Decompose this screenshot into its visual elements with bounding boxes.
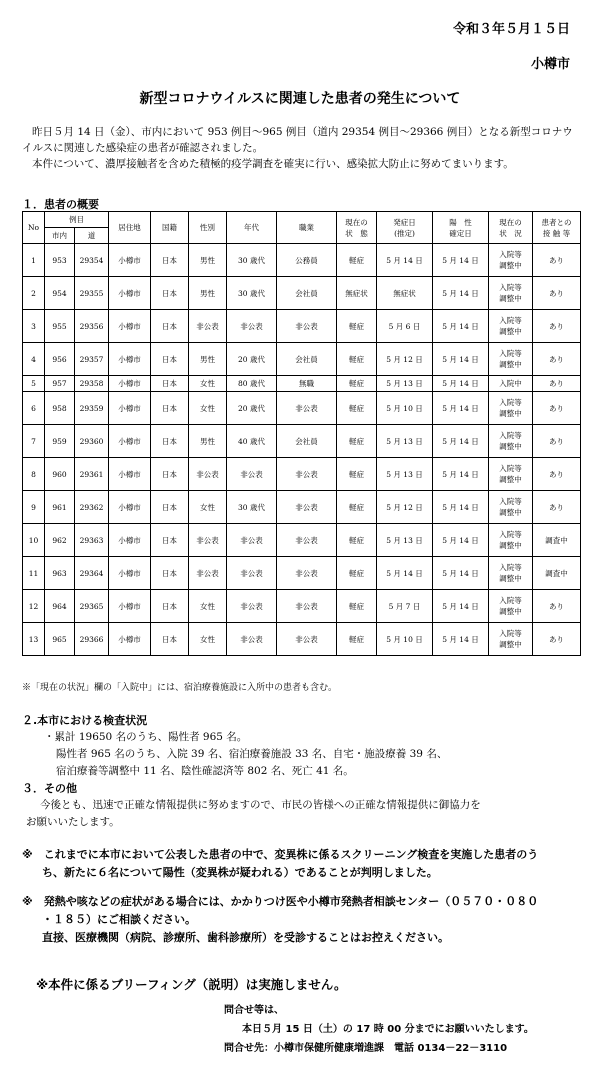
header-case: 例目: [45, 212, 109, 228]
cell-occupation: 非公表: [277, 392, 337, 425]
cell-nationality: 日本: [151, 623, 189, 656]
cell-residence: 小樽市: [109, 244, 151, 277]
cell-residence: 小樽市: [109, 310, 151, 343]
document-date: 令和３年５月１５日: [452, 22, 570, 37]
cell-residence: 小樽市: [109, 524, 151, 557]
cell-nationality: 日本: [151, 590, 189, 623]
cell-occupation: 無職: [277, 376, 337, 392]
cell-contact: あり: [533, 491, 581, 524]
cell-pref-no: 29357: [75, 343, 109, 376]
cell-contact: 調査中: [533, 524, 581, 557]
cell-city-no: 958: [45, 392, 75, 425]
cell-status: 入院等 調整中: [489, 491, 533, 524]
cell-positive: 5 月 14 日: [433, 277, 489, 310]
cell-city-no: 954: [45, 277, 75, 310]
cell-age: 30 歳代: [227, 491, 277, 524]
cell-no: 2: [23, 277, 45, 310]
cell-status: 入院中: [489, 376, 533, 392]
cell-contact: あり: [533, 458, 581, 491]
cell-age: 20 歳代: [227, 392, 277, 425]
table-row: [23, 524, 581, 557]
cell-pref-no: 29362: [75, 491, 109, 524]
table-row: [23, 458, 581, 491]
cell-contact: あり: [533, 244, 581, 277]
cell-positive: 5 月 14 日: [433, 244, 489, 277]
cell-occupation: 非公表: [277, 623, 337, 656]
table-row: [23, 376, 581, 392]
cell-onset: 5 月 14 日: [377, 557, 433, 590]
header-city-no: 市内: [45, 228, 75, 244]
briefing-note: ※本件に係るブリーフィング（説明）は実施しません。: [36, 977, 347, 992]
cell-condition: 軽症: [337, 310, 377, 343]
cell-age: 30 歳代: [227, 244, 277, 277]
cell-pref-no: 29365: [75, 590, 109, 623]
cell-sex: 男性: [189, 343, 227, 376]
cell-positive: 5 月 14 日: [433, 376, 489, 392]
cell-age: 非公表: [227, 557, 277, 590]
header-nationality: 国籍: [151, 212, 189, 244]
patient-table: [22, 211, 581, 656]
cell-status: 入院等 調整中: [489, 244, 533, 277]
header-positive-date: 陽 性 確定日: [433, 212, 489, 244]
cell-onset: 5 月 6 日: [377, 310, 433, 343]
cell-positive: 5 月 14 日: [433, 392, 489, 425]
cell-onset: 5 月 13 日: [377, 376, 433, 392]
cell-occupation: 会社員: [277, 343, 337, 376]
cell-contact: あり: [533, 392, 581, 425]
table-row: [23, 310, 581, 343]
cell-no: 4: [23, 343, 45, 376]
cell-nationality: 日本: [151, 524, 189, 557]
cell-status: 入院等 調整中: [489, 343, 533, 376]
cell-residence: 小樽市: [109, 277, 151, 310]
cell-pref-no: 29361: [75, 458, 109, 491]
cell-nationality: 日本: [151, 310, 189, 343]
cell-city-no: 963: [45, 557, 75, 590]
cell-occupation: 会社員: [277, 277, 337, 310]
cell-occupation: 会社員: [277, 425, 337, 458]
variant-notice: [22, 846, 582, 882]
cell-city-no: 959: [45, 425, 75, 458]
cell-nationality: 日本: [151, 376, 189, 392]
cell-status: 入院等 調整中: [489, 458, 533, 491]
header-contact: 患者との 接 触 等: [533, 212, 581, 244]
cell-contact: あり: [533, 425, 581, 458]
cell-status: 入院等 調整中: [489, 524, 533, 557]
intro-paragraph-2: 本件について、濃厚接触者を含めた積極的疫学調査を確実に行い、感染拡大防止に努めてまいります。: [32, 158, 514, 170]
header-condition: 現在の 状 態: [337, 212, 377, 244]
cell-residence: 小樽市: [109, 623, 151, 656]
cell-pref-no: 29354: [75, 244, 109, 277]
section-3-line-2: お願いいたします。: [26, 816, 120, 828]
fever-notice-line-2: ・１８５）にご相談ください。: [42, 913, 196, 926]
variant-notice-line-2: ち、新たに６名について陽性（変異株が疑われる）であることが判明しました。: [42, 866, 438, 879]
cell-contact: あり: [533, 310, 581, 343]
inquiry-deadline: 本日５月 15 日（土）の 17 時 00 分までにお願いいたします。: [242, 1024, 534, 1035]
intro-paragraph-1: 昨日５月 14 日（金）、市内において 953 例目～965 例目（道内 29354 例目～29366 例目）となる新型コロナウイルスに関連した感染症の患者が確認されました。: [22, 126, 573, 154]
table-row: [23, 244, 581, 277]
cell-no: 5: [23, 376, 45, 392]
cell-pref-no: 29355: [75, 277, 109, 310]
cell-sex: 非公表: [189, 458, 227, 491]
cell-contact: あり: [533, 376, 581, 392]
cell-status: 入院等 調整中: [489, 623, 533, 656]
cell-condition: 無症状: [337, 277, 377, 310]
cell-onset: 5 月 14 日: [377, 244, 433, 277]
cell-sex: 非公表: [189, 524, 227, 557]
cell-status: 入院等 調整中: [489, 425, 533, 458]
cell-contact: あり: [533, 277, 581, 310]
testing-breakdown-1: 陽性者 965 名のうち、入院 39 名、宿泊療養施設 33 名、自宅・施設療養 39 名、: [56, 748, 448, 760]
cell-residence: 小樽市: [109, 392, 151, 425]
cell-contact: あり: [533, 343, 581, 376]
table-note: ※「現在の状況」欄の「入院中」には、宿泊療養施設に入所中の患者も含む。: [22, 683, 338, 693]
cell-onset: 5 月 10 日: [377, 392, 433, 425]
cell-occupation: 非公表: [277, 557, 337, 590]
header-age: 年代: [227, 212, 277, 244]
cell-condition: 軽症: [337, 343, 377, 376]
cell-positive: 5 月 14 日: [433, 458, 489, 491]
table-row: [23, 623, 581, 656]
cell-status: 入院等 調整中: [489, 392, 533, 425]
cell-contact: あり: [533, 623, 581, 656]
table-row: [23, 590, 581, 623]
cell-age: 非公表: [227, 623, 277, 656]
table-row: [23, 491, 581, 524]
cell-city-no: 953: [45, 244, 75, 277]
cell-pref-no: 29366: [75, 623, 109, 656]
cell-occupation: 非公表: [277, 524, 337, 557]
cell-no: 12: [23, 590, 45, 623]
cell-status: 入院等 調整中: [489, 557, 533, 590]
cell-city-no: 961: [45, 491, 75, 524]
cell-age: 非公表: [227, 458, 277, 491]
cell-pref-no: 29358: [75, 376, 109, 392]
cell-sex: 女性: [189, 590, 227, 623]
cell-onset: 5 月 13 日: [377, 425, 433, 458]
cell-residence: 小樽市: [109, 557, 151, 590]
cell-age: 非公表: [227, 524, 277, 557]
cell-no: 6: [23, 392, 45, 425]
cell-no: 8: [23, 458, 45, 491]
cell-sex: 女性: [189, 623, 227, 656]
cell-sex: 男性: [189, 277, 227, 310]
cell-occupation: 公務員: [277, 244, 337, 277]
cell-onset: 5 月 13 日: [377, 524, 433, 557]
cell-sex: 非公表: [189, 557, 227, 590]
cell-nationality: 日本: [151, 458, 189, 491]
table-row: [23, 557, 581, 590]
cell-city-no: 957: [45, 376, 75, 392]
cell-status: 入院等 調整中: [489, 277, 533, 310]
header-onset: 発症日 (推定): [377, 212, 433, 244]
cell-age: 非公表: [227, 310, 277, 343]
cell-age: 20 歳代: [227, 343, 277, 376]
section-2-heading: ２.本市における検査状況: [22, 714, 148, 727]
cell-positive: 5 月 14 日: [433, 425, 489, 458]
cell-no: 3: [23, 310, 45, 343]
cell-pref-no: 29363: [75, 524, 109, 557]
testing-breakdown-2: 宿泊療養等調整中 11 名、陰性確認済等 802 名、死亡 41 名。: [56, 765, 354, 777]
cell-city-no: 956: [45, 343, 75, 376]
variant-notice-line-1: ※ これまでに本市において公表した患者の中で、変異株に係るスクリーニング検査を実施した患者のう: [22, 848, 539, 861]
cell-status: 入院等 調整中: [489, 590, 533, 623]
cell-sex: 女性: [189, 376, 227, 392]
cell-condition: 軽症: [337, 376, 377, 392]
header-pref-no: 道: [75, 228, 109, 244]
cell-no: 10: [23, 524, 45, 557]
cell-residence: 小樽市: [109, 590, 151, 623]
cell-occupation: 非公表: [277, 310, 337, 343]
cell-occupation: 非公表: [277, 590, 337, 623]
cell-contact: 調査中: [533, 557, 581, 590]
cell-sex: 非公表: [189, 310, 227, 343]
cell-no: 13: [23, 623, 45, 656]
table-row: [23, 425, 581, 458]
cell-contact: あり: [533, 590, 581, 623]
cell-residence: 小樽市: [109, 343, 151, 376]
cell-condition: 軽症: [337, 392, 377, 425]
cell-nationality: 日本: [151, 343, 189, 376]
inquiry-contact: 問合せ先：小樽市保健所健康増進課 電話 0134－22－3110: [224, 1043, 508, 1054]
table-row: [23, 392, 581, 425]
testing-total: ・累計 19650 名のうち、陽性者 965 名。: [44, 731, 248, 743]
cell-age: 80 歳代: [227, 376, 277, 392]
fever-notice-line-1: ※ 発熱や咳などの症状がある場合には、かかりつけ医や小樽市発熱者相談センター（０５７０・０８０: [22, 895, 539, 908]
header-sex: 性別: [189, 212, 227, 244]
cell-sex: 男性: [189, 425, 227, 458]
cell-status: 入院等 調整中: [489, 310, 533, 343]
cell-pref-no: 29356: [75, 310, 109, 343]
cell-positive: 5 月 14 日: [433, 524, 489, 557]
cell-sex: 男性: [189, 244, 227, 277]
cell-onset: 無症状: [377, 277, 433, 310]
cell-residence: 小樽市: [109, 376, 151, 392]
cell-age: 30 歳代: [227, 277, 277, 310]
cell-pref-no: 29359: [75, 392, 109, 425]
cell-condition: 軽症: [337, 590, 377, 623]
cell-city-no: 964: [45, 590, 75, 623]
cell-residence: 小樽市: [109, 458, 151, 491]
header-residence: 居住地: [109, 212, 151, 244]
cell-onset: 5 月 10 日: [377, 623, 433, 656]
cell-residence: 小樽市: [109, 425, 151, 458]
intro-text: [22, 124, 582, 172]
cell-sex: 女性: [189, 392, 227, 425]
cell-no: 7: [23, 425, 45, 458]
cell-city-no: 962: [45, 524, 75, 557]
cell-onset: 5 月 12 日: [377, 343, 433, 376]
cell-onset: 5 月 12 日: [377, 491, 433, 524]
cell-nationality: 日本: [151, 491, 189, 524]
cell-age: 非公表: [227, 590, 277, 623]
cell-condition: 軽症: [337, 623, 377, 656]
cell-condition: 軽症: [337, 491, 377, 524]
cell-city-no: 965: [45, 623, 75, 656]
inquiry-intro: 問合せ等は、: [224, 1005, 284, 1016]
header-occupation: 職業: [277, 212, 337, 244]
table-row: [23, 277, 581, 310]
cell-positive: 5 月 14 日: [433, 623, 489, 656]
cell-nationality: 日本: [151, 392, 189, 425]
cell-residence: 小樽市: [109, 491, 151, 524]
document-title: 新型コロナウイルスに関連した患者の発生について: [139, 91, 461, 107]
cell-positive: 5 月 14 日: [433, 491, 489, 524]
cell-sex: 女性: [189, 491, 227, 524]
fever-notice-line-3: 直接、医療機関（病院、診療所、歯科診療所）を受診することはお控えください。: [42, 931, 449, 944]
cell-no: 11: [23, 557, 45, 590]
cell-positive: 5 月 14 日: [433, 343, 489, 376]
cell-condition: 軽症: [337, 458, 377, 491]
cell-condition: 軽症: [337, 524, 377, 557]
table-row: [23, 343, 581, 376]
section-3-text: [26, 797, 580, 831]
cell-city-no: 960: [45, 458, 75, 491]
cell-age: 40 歳代: [227, 425, 277, 458]
cell-nationality: 日本: [151, 244, 189, 277]
cell-nationality: 日本: [151, 277, 189, 310]
section-3-line-1: 今後とも、迅速で正確な情報提供に努めますので、市民の皆様への正確な情報提供に御協力を: [40, 799, 481, 811]
cell-condition: 軽症: [337, 557, 377, 590]
cell-onset: 5 月 7 日: [377, 590, 433, 623]
cell-condition: 軽症: [337, 425, 377, 458]
cell-nationality: 日本: [151, 557, 189, 590]
cell-pref-no: 29364: [75, 557, 109, 590]
section-3-heading: ３．その他: [22, 782, 77, 795]
header-status: 現在の 状 況: [489, 212, 533, 244]
cell-condition: 軽症: [337, 244, 377, 277]
header-no: No: [23, 212, 45, 244]
cell-city-no: 955: [45, 310, 75, 343]
issuer-city: 小樽市: [530, 57, 570, 72]
cell-occupation: 非公表: [277, 491, 337, 524]
fever-notice: [22, 893, 582, 947]
cell-no: 1: [23, 244, 45, 277]
cell-no: 9: [23, 491, 45, 524]
cell-positive: 5 月 14 日: [433, 590, 489, 623]
cell-pref-no: 29360: [75, 425, 109, 458]
section-1-heading: １．患者の概要: [22, 198, 99, 211]
cell-positive: 5 月 14 日: [433, 557, 489, 590]
cell-occupation: 非公表: [277, 458, 337, 491]
cell-nationality: 日本: [151, 425, 189, 458]
cell-onset: 5 月 13 日: [377, 458, 433, 491]
cell-positive: 5 月 14 日: [433, 310, 489, 343]
